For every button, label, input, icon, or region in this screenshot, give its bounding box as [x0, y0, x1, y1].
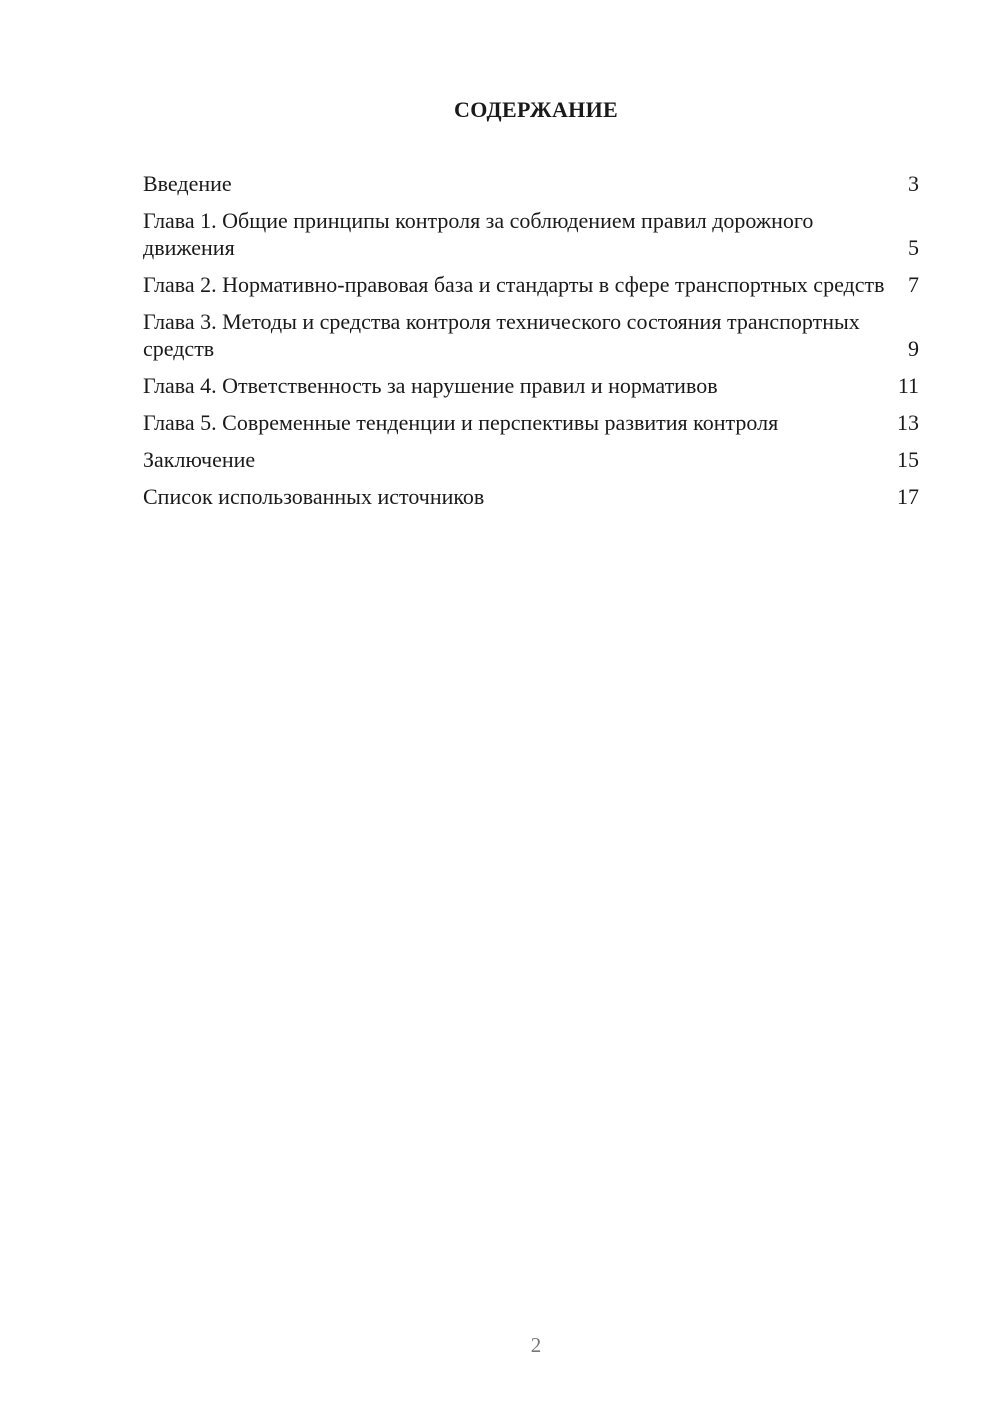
toc-entry: [143, 271, 919, 298]
toc-entry-text: Глава 2. Нормативно-правовая база и стандарты в сфере транспортных средств: [143, 272, 885, 297]
toc-entry-page: 13: [897, 410, 919, 435]
toc-entry-text: Глава 4. Ответственность за нарушение правил и нормативов: [143, 373, 718, 398]
toc-entry-page: 7: [908, 272, 919, 297]
toc-entry: [143, 170, 919, 197]
toc-entry: [143, 207, 919, 261]
toc-entry-page: 9: [908, 336, 919, 361]
toc-entry-page: 5: [908, 235, 919, 260]
toc-entry-text: Глава 5. Современные тенденции и перспективы развития контроля: [143, 410, 779, 435]
toc-entry-text: Заключение: [143, 447, 256, 472]
toc-entry-text: Введение: [143, 171, 232, 196]
toc-entry-page: 15: [897, 447, 919, 472]
toc-title: СОДЕРЖАНИЕ: [454, 97, 618, 122]
toc-entry: [143, 372, 919, 399]
page-number: 2: [530, 1333, 542, 1357]
toc-entry: [143, 308, 919, 362]
toc-entry: [143, 409, 919, 436]
toc-entry-page: 17: [897, 484, 919, 509]
toc-entry: [143, 446, 919, 473]
toc-entry-text: Глава 3. Методы и средства контроля технического состояния транспортных средств: [143, 309, 860, 361]
toc-entry: [143, 483, 919, 510]
toc-entry-text: Список использованных источников: [143, 484, 485, 509]
toc-entry-page: 3: [908, 171, 919, 196]
toc-entry-text: Глава 1. Общие принципы контроля за соблюдением правил дорожного движения: [143, 208, 814, 260]
toc-list: [143, 170, 919, 520]
toc-entry-page: 11: [897, 373, 919, 398]
